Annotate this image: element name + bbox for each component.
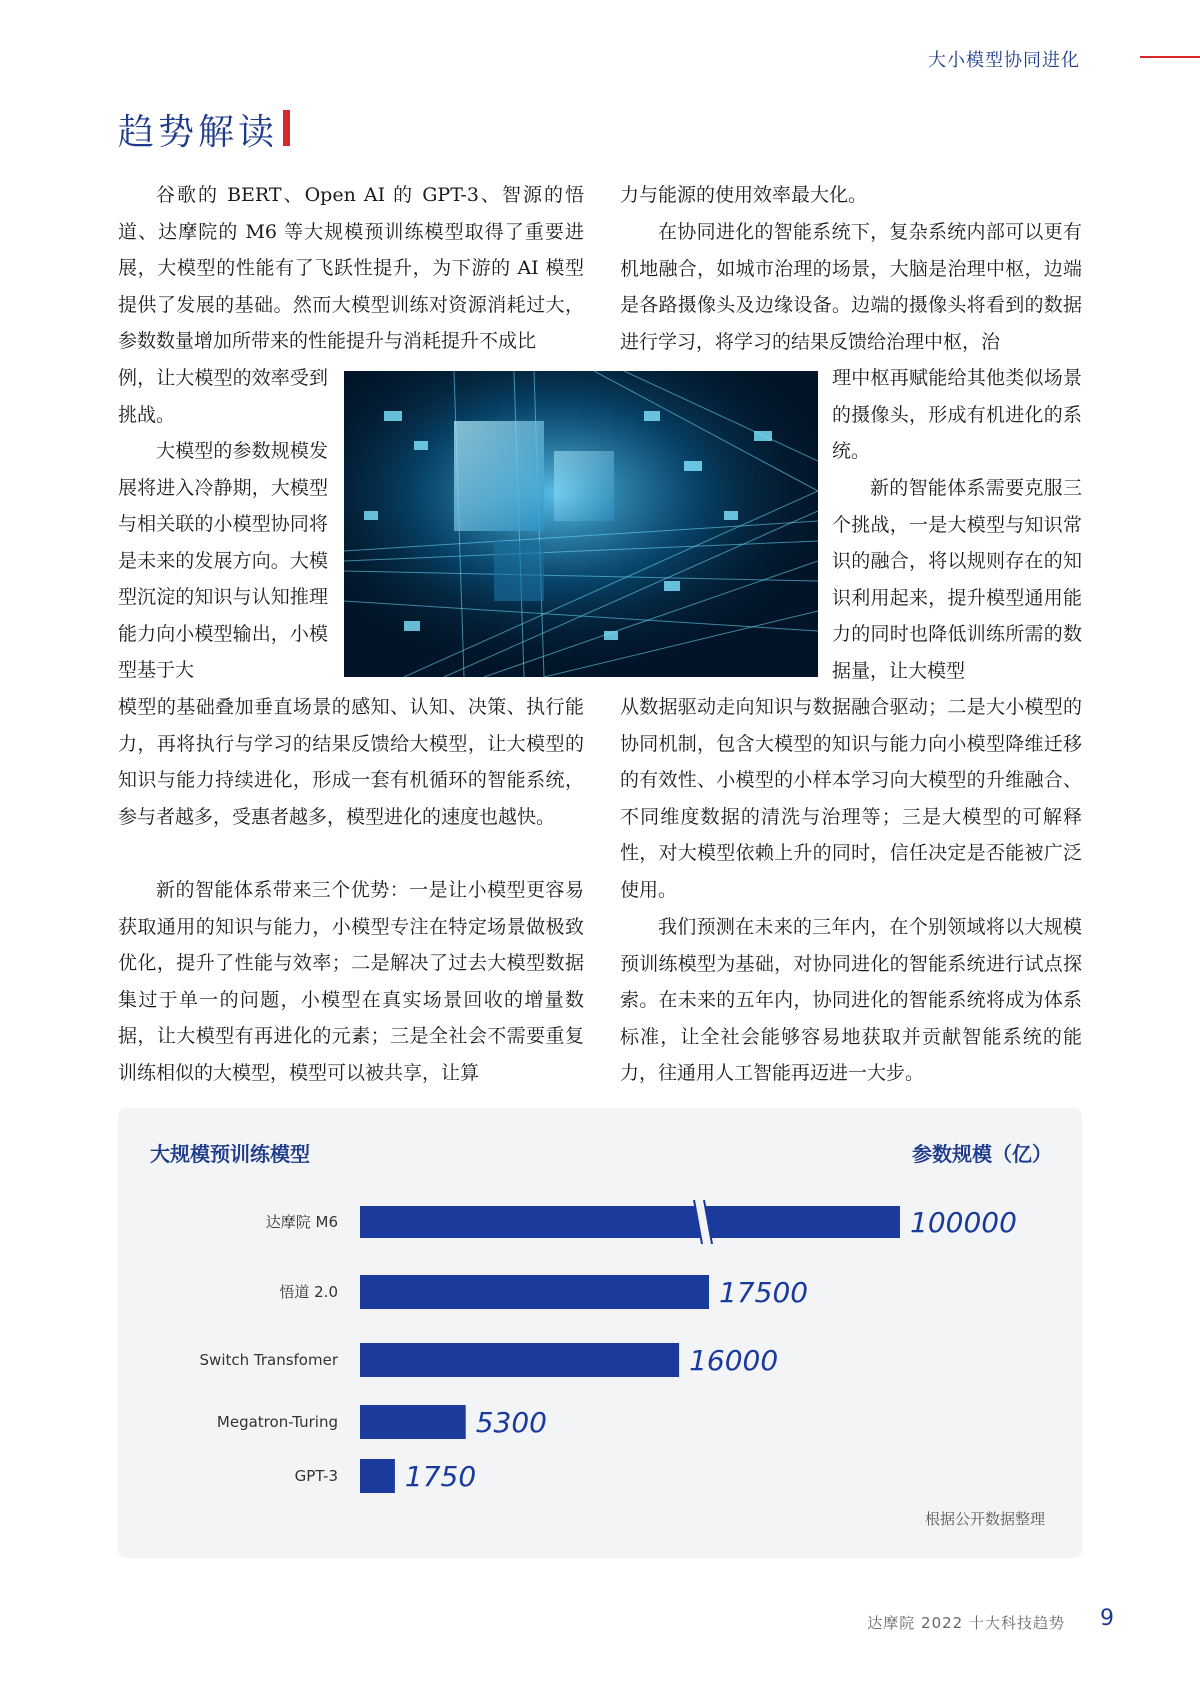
category-label-switch-transfomer-2: Switch Transfomer [199, 1351, 338, 1369]
category-label-m6-0: 达摩院 M6 [265, 1213, 338, 1231]
value-label-m6-0: 100000 [910, 1206, 1017, 1239]
value-label-switch-transfomer-2: 16000 [689, 1344, 779, 1377]
section-title: 趋势解读 [118, 112, 279, 153]
chart-title: 大规模预训练模型 [150, 1142, 310, 1166]
paragraph-coevolution: 大模型的参数规模发展将进入冷静期，大模型与相关联的小模型协同将是未来的发展方向。大模型沉淀的知识与认知推理能力向小模型输出，小模型基于大 [118, 440, 328, 681]
paragraph-coevolution-cont: 模型的基础叠加垂直场景的感知、认知、决策、执行能力，再将执行与学习的结果反馈给大模型，让大模型的知识与能力持续进化，形成一套有机循环的智能系统，参与者越多，受惠者越多，模型进化的速度也越快。 [118, 696, 584, 828]
value-label-megatron-turing-3: 5300 [475, 1406, 547, 1439]
bar-switch-transfomer-2 [360, 1343, 679, 1377]
chart-unit-label: 参数规模（亿） [912, 1142, 1052, 1166]
paragraph-challenges: 新的智能体系需要克服三个挑战，一是大模型与知识常识的融合，将以规则存在的知识利用起来，提升模型通用能力的同时也降低训练所需的数据量，让大模型 [832, 477, 1082, 682]
bar-m6-0 [360, 1206, 900, 1238]
page-number: 9 [1100, 1606, 1114, 1631]
paragraph-advantages: 新的智能体系带来三个优势：一是让小模型更容易获取通用的知识与能力，小模型专注在特定场景做极致优化，提升了性能与效率；二是解决了过去大模型数据集过于单一的问题，小模型在真实场景回收的增量数据，让大模型有再进化的元素；三是全社会不需要重复训练相似的大模型，模型可以被共享，让算 [118, 879, 584, 1084]
paragraph-intro: 谷歌的 BERT、Open AI 的 GPT-3、智源的悟道、达摩院的 M6 等大规模预训练模型取得了重要进展，大模型的性能有了飞跃性提升，为下游的 AI 模型提供了发展的基础。然而大模型训练对资源消耗过大，参数数量增加所带来的性能提升与消耗提升不成比 [118, 184, 584, 352]
paragraph-prediction: 我们预测在未来的三年内，在个别领域将以大规模预训练模型为基础，对协同进化的智能系统进行试点探索。在未来的五年内，协同进化的智能系统将成为体系标准，让全社会能够容易地获取并贡献智能系统的能力，往通用人工智能再迈进一大步。 [620, 916, 1082, 1084]
value-label-2-0-1: 17500 [719, 1276, 809, 1309]
chart-source: 根据公开数据整理 [924, 1510, 1045, 1528]
category-label-gpt-3-4: GPT-3 [294, 1467, 338, 1485]
header-title: 大小模型协同进化 [928, 50, 1080, 71]
bar-2-0-1 [360, 1275, 709, 1309]
paragraph-intro-wrap: 例，让大模型的效率受到挑战。 [118, 367, 328, 426]
paragraph-city-governance-wrap: 理中枢再赋能给其他类似场景的摄像头，形成有机进化的系统。 [832, 367, 1082, 462]
paragraph-challenges-cont: 从数据驱动走向知识与数据融合驱动；二是大小模型的协同机制，包含大模型的知识与能力向小模型降维迁移的有效性、小模型的小样本学习向大模型的升维融合、不同维度数据的清洗与治理等；三是大模型的可解释性，对大模型依赖上升的同时，信任决定是否能被广泛使用。 [620, 696, 1082, 901]
bar-megatron-turing-3 [360, 1405, 466, 1439]
footer-text: 达摩院 2022 十大科技趋势 [867, 1614, 1065, 1632]
paragraph-city-governance: 在协同进化的智能系统下，复杂系统内部可以更有机地融合，如城市治理的场景，大脑是治理中枢，边端是各路摄像头及边缘设备。边端的摄像头将看到的数据进行学习，将学习的结果反馈给治理中枢，治 [620, 221, 1082, 353]
paragraph-advantages-cont: 力与能源的使用效率最大化。 [620, 184, 868, 206]
bar-gpt-3-4 [360, 1459, 395, 1493]
value-label-gpt-3-4: 1750 [404, 1460, 477, 1493]
category-label-2-0-1: 悟道 2.0 [279, 1283, 338, 1301]
category-label-megatron-turing-3: Megatron-Turing [216, 1413, 338, 1431]
